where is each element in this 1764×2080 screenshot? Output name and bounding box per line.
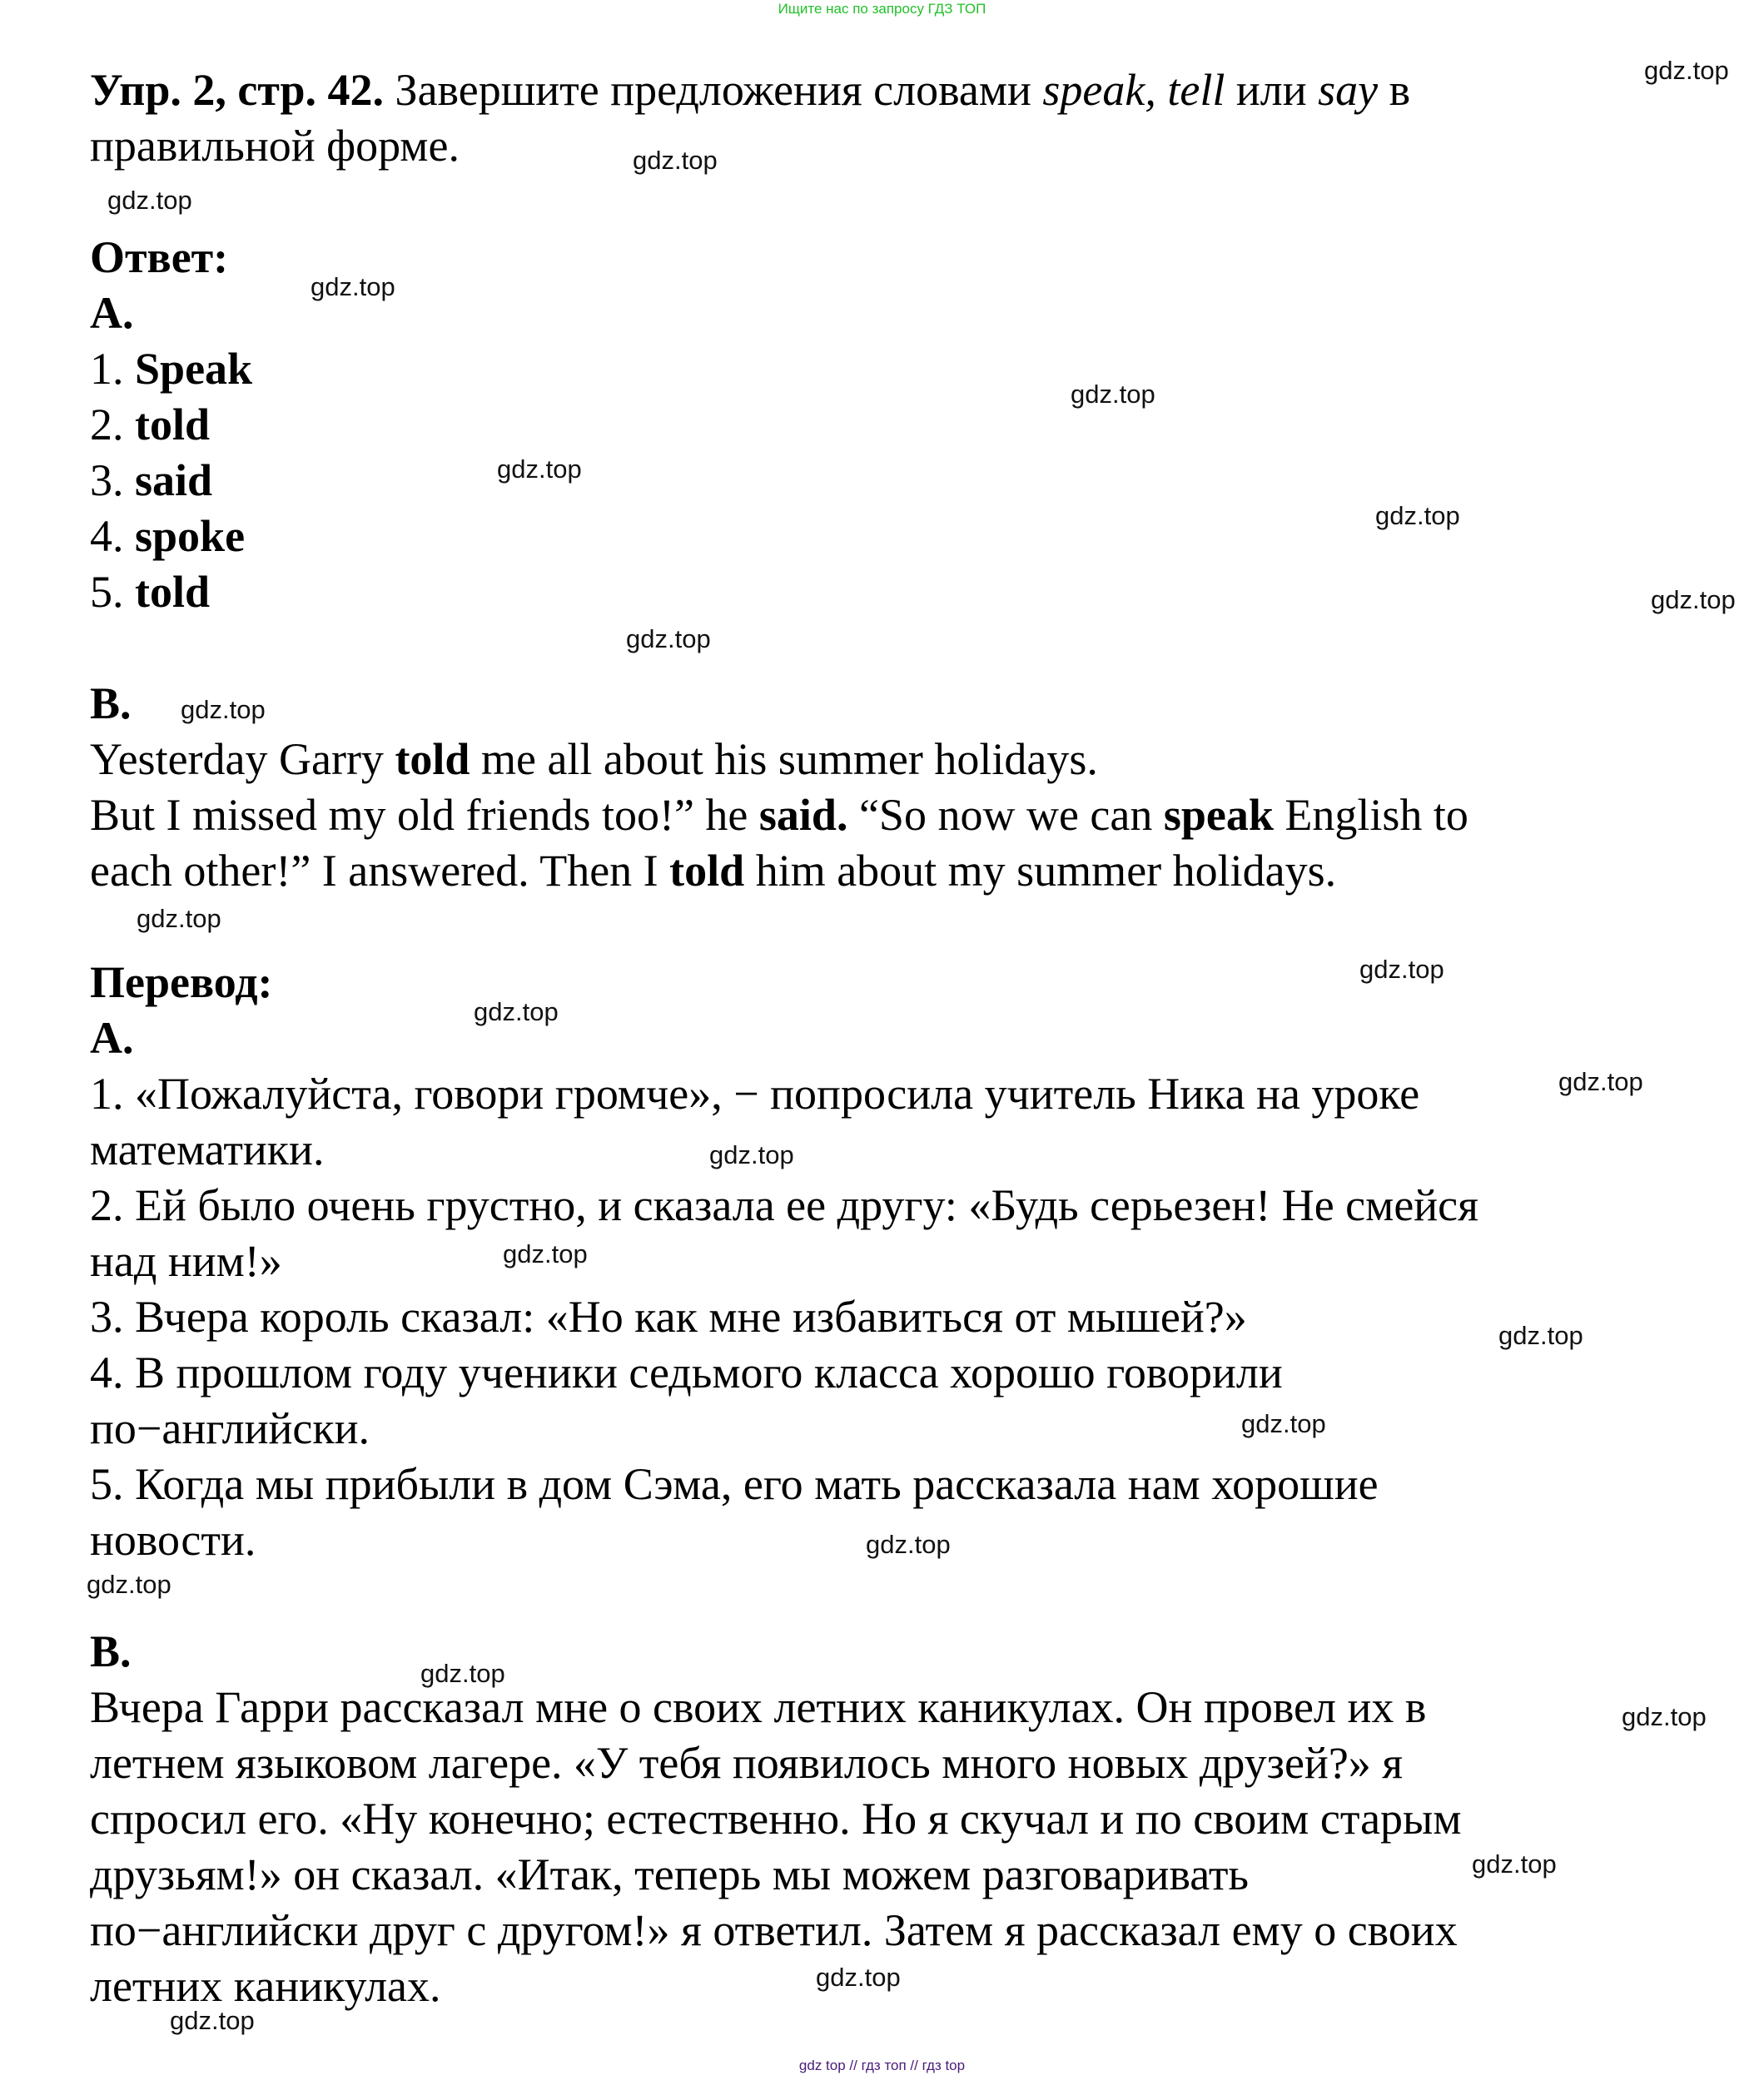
watermark: gdz.top — [633, 146, 718, 175]
text: each other!” I answered. Then I — [90, 846, 670, 896]
translation-line: 4. В прошлом году ученики седьмого класса хорошо говорили — [90, 1348, 1283, 1397]
watermark: gdz.top — [1375, 501, 1460, 530]
translation-b-line: летних каникулах. — [90, 1961, 441, 2011]
title-text: Завершите предложения словами — [384, 65, 1043, 115]
translation-b-line: Вчера Гарри рассказал мне о своих летних каникулах. Он провел их в — [90, 1682, 1427, 1732]
watermark: gdz.top — [170, 2006, 255, 2035]
watermark: gdz.top — [1651, 585, 1736, 614]
answer-heading: Ответ: — [90, 232, 229, 282]
answer-word: said. — [758, 790, 848, 840]
translation-line: 1. «Пожалуйста, говори громче», − попросила учитель Ника на уроке — [90, 1069, 1420, 1119]
item-number: 1. — [90, 344, 135, 394]
translation-line: по−английски. — [90, 1403, 370, 1453]
translation-line: над ним!» — [90, 1236, 282, 1286]
translation-line: математики. — [90, 1124, 325, 1174]
item-number: 3. — [90, 455, 135, 505]
text: But I missed my old friends too!” he — [90, 790, 759, 840]
answer-item — [90, 453, 1478, 509]
watermark: gdz.top — [626, 624, 711, 653]
answer-item — [90, 564, 1478, 620]
item-answer: Speak — [135, 344, 253, 394]
item-answer: told — [135, 400, 211, 449]
footer-links: gdz top // гдз топ // гдз top — [798, 2058, 966, 2073]
watermark: gdz.top — [497, 454, 582, 484]
item-answer: spoke — [135, 511, 246, 561]
item-answer: told — [135, 567, 211, 617]
title-text: в — [1378, 65, 1411, 115]
text: him about my summer holidays. — [744, 846, 1337, 896]
watermark: gdz.top — [709, 1140, 794, 1169]
answer-b-line — [90, 732, 1478, 787]
text: “So now we can — [847, 790, 1164, 840]
answer-item — [90, 397, 1478, 453]
exercise-title — [90, 62, 1478, 118]
watermark: gdz.top — [1472, 1849, 1557, 1879]
item-number: 2. — [90, 400, 135, 449]
answer-b-label: B. — [90, 678, 132, 728]
translation-line: 3. Вчера король сказал: «Но как мне избавиться от мышей?» — [90, 1292, 1247, 1342]
watermark: gdz.top — [87, 1570, 171, 1599]
top-search-note: Ищите нас по запросу ГДЗ ТОП — [778, 1, 986, 17]
answer-word: told — [669, 846, 745, 896]
title-words: speak, tell — [1042, 65, 1225, 115]
watermark: gdz.top — [311, 272, 395, 301]
translation-b-line: летнем языковом лагере. «У тебя появилось много новых друзей?» я — [90, 1738, 1404, 1788]
translation-line: новости. — [90, 1515, 256, 1565]
exercise-title-line2: правильной форме. — [90, 121, 460, 171]
watermark: gdz.top — [474, 997, 559, 1026]
watermark: gdz.top — [1498, 1321, 1583, 1350]
text: English to — [1273, 790, 1468, 840]
item-number: 4. — [90, 511, 135, 561]
document-body — [90, 62, 1478, 2014]
translation-a-label: A. — [90, 1013, 134, 1063]
text: Yesterday Garry — [90, 734, 395, 784]
answer-b-line — [90, 843, 1478, 899]
answer-b-line — [90, 787, 1478, 843]
watermark: gdz.top — [1241, 1409, 1326, 1438]
watermark: gdz.top — [1622, 1702, 1707, 1731]
watermark: gdz.top — [137, 904, 221, 933]
exercise-number: Упр. 2, стр. 42. — [90, 65, 385, 115]
watermark: gdz.top — [503, 1239, 588, 1268]
watermark: gdz.top — [816, 1963, 901, 1992]
watermark: gdz.top — [1644, 56, 1729, 85]
watermark: gdz.top — [107, 186, 192, 215]
item-number: 5. — [90, 567, 135, 617]
watermark: gdz.top — [420, 1659, 505, 1688]
answer-a-label: A. — [90, 288, 134, 338]
answer-word: speak — [1163, 790, 1274, 840]
watermark: gdz.top — [866, 1530, 951, 1559]
translation-line: 5. Когда мы прибыли в дом Сэма, его мать рассказала нам хорошие — [90, 1459, 1379, 1509]
watermark: gdz.top — [1359, 955, 1444, 984]
translation-b-label: B. — [90, 1626, 132, 1676]
watermark: gdz.top — [1558, 1067, 1643, 1096]
answer-item — [90, 341, 1478, 397]
title-text: или — [1225, 65, 1319, 115]
item-answer: said — [135, 455, 213, 505]
watermark: gdz.top — [1071, 380, 1155, 409]
title-words: say — [1318, 65, 1379, 115]
translation-line: 2. Ей было очень грустно, и сказала ее другу: «Будь серьезен! Не смейся — [90, 1180, 1478, 1230]
answer-word: told — [395, 734, 470, 784]
translation-b-line: друзьям!» он сказал. «Итак, теперь мы можем разговаривать — [90, 1849, 1250, 1899]
translation-heading: Перевод: — [90, 957, 273, 1007]
translation-b-line: по−английски друг с другом!» я ответил. Затем я рассказал ему о своих — [90, 1905, 1458, 1955]
watermark: gdz.top — [181, 695, 266, 724]
text: me all about his summer holidays. — [470, 734, 1098, 784]
translation-b-line: спросил его. «Ну конечно; естественно. Но я скучал и по своим старым — [90, 1794, 1462, 1844]
answer-item — [90, 509, 1478, 564]
